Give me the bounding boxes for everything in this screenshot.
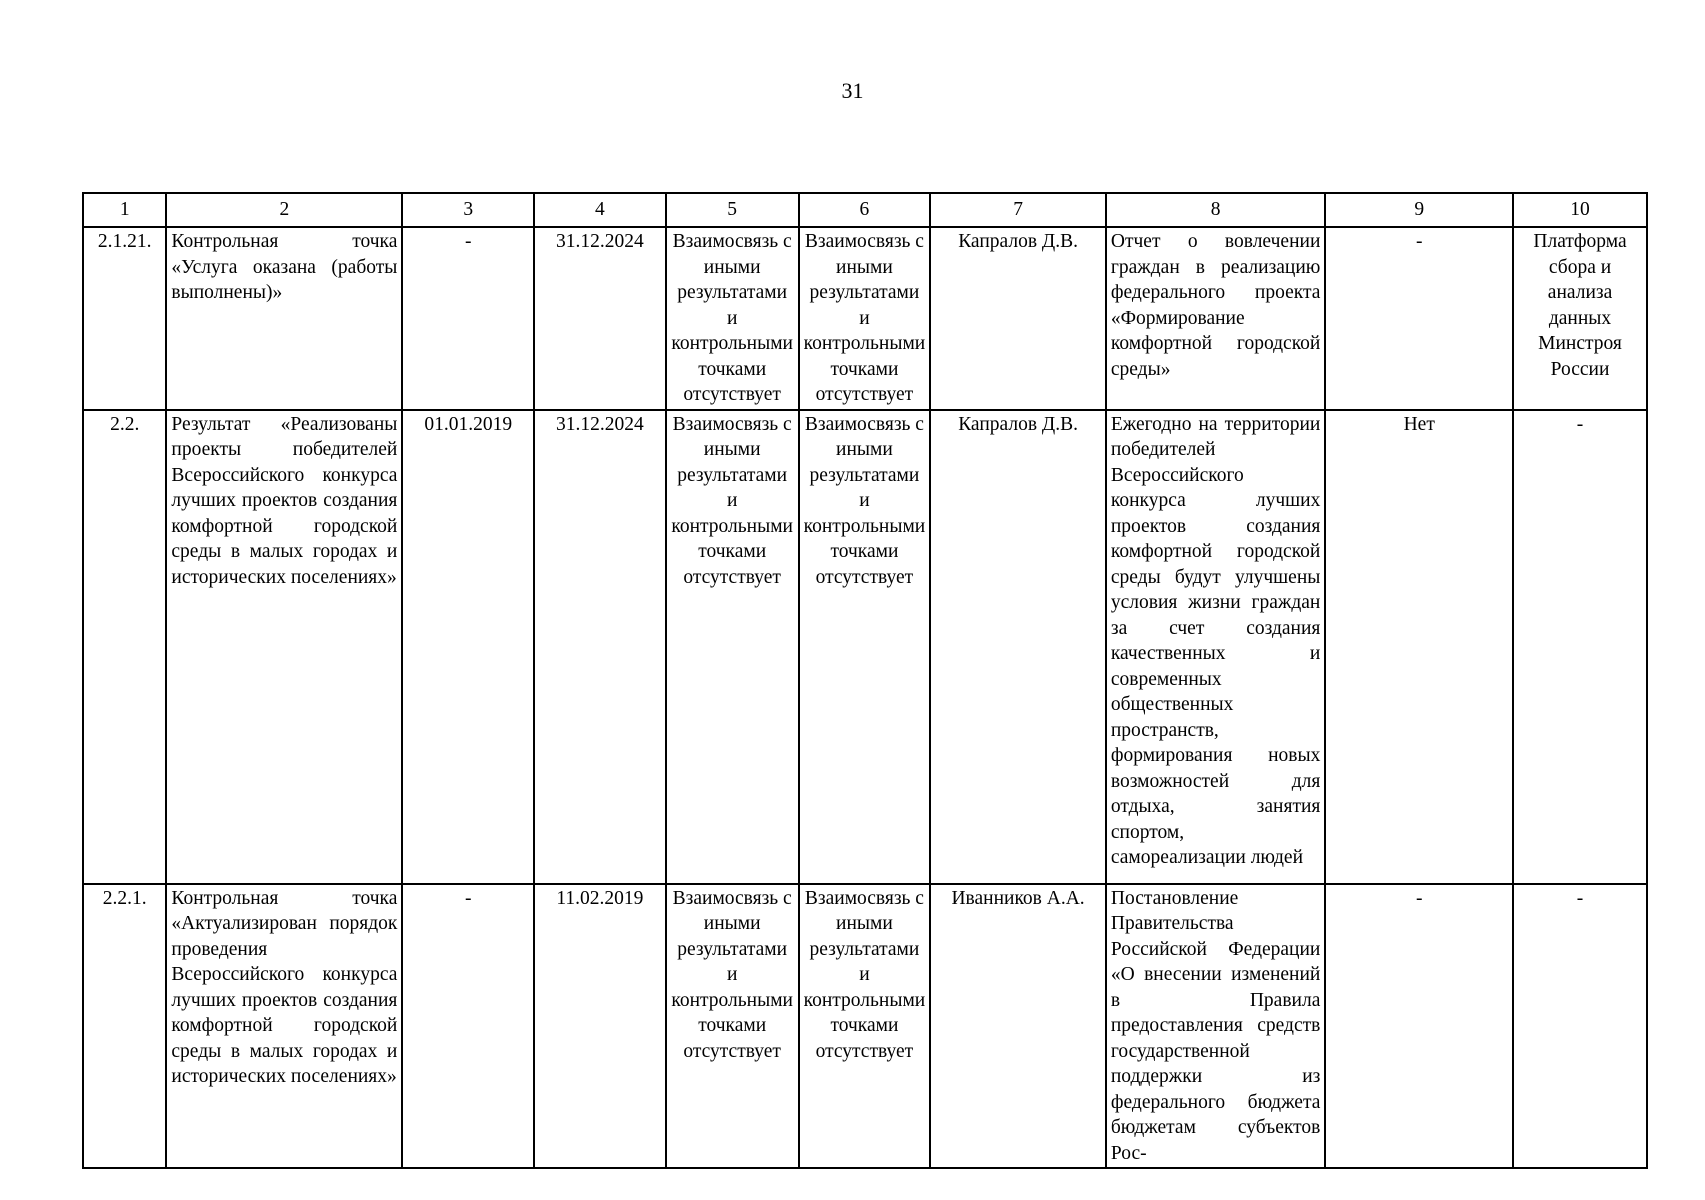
row-result-description: Ежегодно на территории победителей Всероссийского конкурса лучших проектов создания комфортной городской среды будут улучшены условия жизни граждан за счет создания качественных и современных общественных пространств, формирования новых возможностей для отдыха, занятия спортом, самореализации людей [1106, 410, 1326, 884]
row-responsible: Капралов Д.В. [930, 410, 1106, 884]
table-row [83, 227, 1647, 410]
page-number: 31 [841, 78, 864, 103]
row-number: 2.2.1. [83, 884, 166, 1169]
header-col-8: 8 [1106, 193, 1326, 227]
row-next-link: Взаимосвязь с иными результатами и контрольными точками отсутствует [799, 410, 931, 884]
header-col-4: 4 [534, 193, 666, 227]
row-info-system: - [1513, 884, 1647, 1169]
row-info-system: Платформа сбора и анализа данных Минстроя России [1513, 227, 1647, 410]
header-col-10: 10 [1513, 193, 1647, 227]
row-number: 2.2. [83, 410, 166, 884]
header-col-5: 5 [666, 193, 799, 227]
header-col-1: 1 [83, 193, 166, 227]
header-col-7: 7 [930, 193, 1106, 227]
header-col-9: 9 [1325, 193, 1513, 227]
row-previous-link: Взаимосвязь с иными результатами и контрольными точками отсутствует [666, 227, 799, 410]
row-name: Контрольная точка «Услуга оказана (работы выполнены)» [166, 227, 402, 410]
header-col-3: 3 [402, 193, 534, 227]
row-next-link: Взаимосвязь с иными результатами и контрольными точками отсутствует [799, 227, 931, 410]
row-responsible: Иванников А.А. [930, 884, 1106, 1169]
row-level: - [1325, 227, 1513, 410]
row-start-date: 01.01.2019 [402, 410, 534, 884]
row-result-description: Постановление Правительства Российской Федерации «О внесении изменений в Правила предоставления средств государственной поддержки из федерального бюджета бюджетам субъектов Рос- [1106, 884, 1326, 1169]
row-name: Результат «Реализованы проекты победителей Всероссийского конкурса лучших проектов создания комфортной городской среды в малых городах и исторических поселениях» [166, 410, 402, 884]
row-end-date: 11.02.2019 [534, 884, 666, 1169]
row-result-description: Отчет о вовлечении граждан в реализацию федерального проекта «Формирование комфортной городской среды» [1106, 227, 1326, 410]
row-end-date: 31.12.2024 [534, 410, 666, 884]
row-level: Нет [1325, 410, 1513, 884]
header-row [83, 193, 1647, 227]
row-end-date: 31.12.2024 [534, 227, 666, 410]
row-responsible: Капралов Д.В. [930, 227, 1106, 410]
row-level: - [1325, 884, 1513, 1169]
header-col-2: 2 [166, 193, 402, 227]
row-start-date: - [402, 227, 534, 410]
header-col-6: 6 [799, 193, 931, 227]
table-row [83, 410, 1647, 884]
row-next-link: Взаимосвязь с иными результатами и контрольными точками отсутствует [799, 884, 931, 1169]
row-name: Контрольная точка «Актуализирован порядок проведения Всероссийского конкурса лучших проектов создания комфортной городской среды в малых городах и исторических поселениях» [166, 884, 402, 1169]
row-previous-link: Взаимосвязь с иными результатами и контрольными точками отсутствует [666, 884, 799, 1169]
row-number: 2.1.21. [83, 227, 166, 410]
row-info-system: - [1513, 410, 1647, 884]
activities-table [82, 192, 1648, 1169]
table-row [83, 884, 1647, 1169]
row-start-date: - [402, 884, 534, 1169]
row-previous-link: Взаимосвязь с иными результатами и контрольными точками отсутствует [666, 410, 799, 884]
